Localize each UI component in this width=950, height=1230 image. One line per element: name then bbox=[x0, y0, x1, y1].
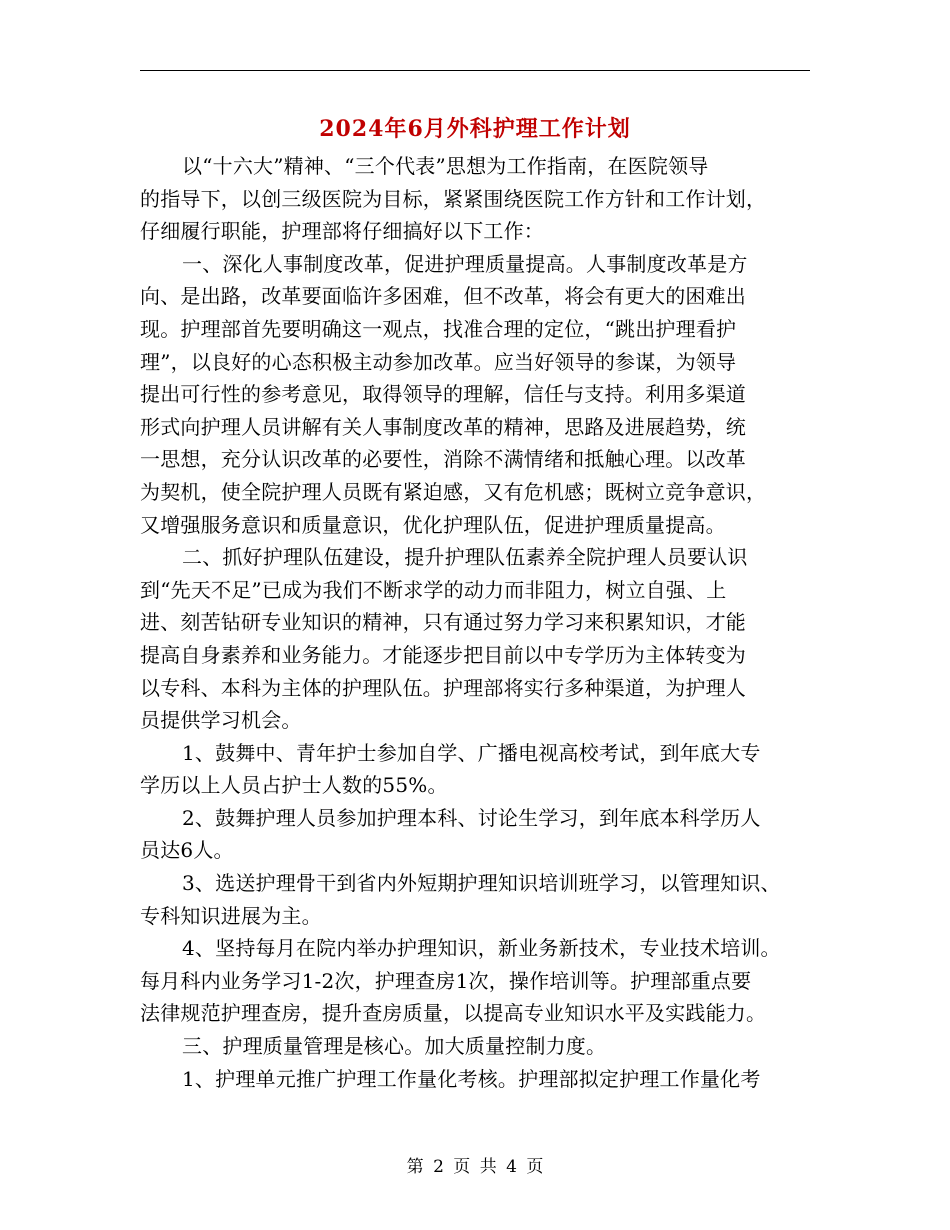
text-line: 仔细履行职能，护理部将仔细搞好以下工作： bbox=[140, 219, 544, 244]
text-line: 1、鼓舞中、青年护士参加自学、广播电视高校考试，到年底大专 bbox=[182, 740, 761, 765]
text-line: 现。护理部首先要明确这一观点，找准合理的定位，“跳出护理看护 bbox=[140, 316, 737, 341]
text-line: 为契机，使全院护理人员既有紧迫感，又有危机感；既树立竞争意识， bbox=[140, 479, 767, 504]
text-line: 提高自身素养和业务能力。才能逐步把目前以中专学历为主体转变为 bbox=[140, 642, 746, 667]
text-line: 提出可行性的参考意见，取得领导的理解，信任与支持。利用多渠道 bbox=[140, 382, 746, 407]
text-line: 1、护理单元推广护理工作量化考核。护理部拟定护理工作量化考 bbox=[182, 1066, 761, 1091]
text-line: 学历以上人员占护士人数的55%。 bbox=[140, 773, 448, 798]
text-line: 进、刻苦钻研专业知识的精神，只有通过努力学习来积累知识，才能 bbox=[140, 610, 746, 635]
text-line: 又增强服务意识和质量意识，优化护理队伍，促进护理质量提高。 bbox=[140, 512, 726, 537]
text-line: 到“先天不足”已成为我们不断求学的动力而非阻力，树立自强、上 bbox=[140, 577, 727, 602]
text-line: 以专科、本科为主体的护理队伍。护理部将实行多种渠道，为护理人 bbox=[140, 675, 746, 700]
text-line: 4、坚持每月在院内举办护理知识，新业务新技术，专业技术培训。 bbox=[182, 936, 781, 961]
text-line: 一、深化人事制度改革，促进护理质量提高。人事制度改革是方 bbox=[182, 251, 748, 276]
document-body bbox=[140, 150, 810, 1095]
header-rule bbox=[140, 70, 810, 71]
text-line: 2、鼓舞护理人员参加护理本科、讨论生学习，到年底本科学历人 bbox=[182, 805, 761, 830]
text-line: 专科知识进展为主。 bbox=[140, 903, 322, 928]
page-footer: 第 2 页 共 4 页 bbox=[406, 1157, 544, 1177]
text-line: 形式向护理人员讲解有关人事制度改革的精神，思路及进展趋势，统 bbox=[140, 414, 746, 439]
text-line: 法律规范护理查房，提升查房质量，以提高专业知识水平及实践能力。 bbox=[140, 1001, 767, 1026]
text-line: 理”，以良好的心态积极主动参加改革。应当好领导的参谋，为领导 bbox=[140, 349, 737, 374]
text-line: 一思想，充分认识改革的必要性，消除不满情绪和抵触心理。以改革 bbox=[140, 447, 746, 472]
text-line: 三、护理质量管理是核心。加大质量控制力度。 bbox=[182, 1034, 607, 1059]
text-line: 以“十六大”精神、“三个代表”思想为工作指南，在医院领导 bbox=[182, 154, 709, 178]
text-line: 员达6人。 bbox=[140, 838, 234, 863]
text-line: 二、抓好护理队伍建设，提升护理队伍素养全院护理人员要认识 bbox=[182, 545, 748, 570]
text-line: 3、选送护理骨干到省内外短期护理知识培训班学习，以管理知识、 bbox=[182, 871, 781, 896]
text-line: 员提供学习机会。 bbox=[140, 708, 302, 733]
text-line: 每月科内业务学习1-2次，护理查房1次，操作培训等。护理部重点要 bbox=[140, 968, 752, 993]
text-line: 的指导下，以创三级医院为目标，紧紧围绕医院工作方针和工作计划， bbox=[140, 186, 767, 211]
text-line: 向、是出路，改革要面临许多困难，但不改革，将会有更大的困难出 bbox=[140, 284, 746, 309]
document-title: 2024年6月外科护理工作计划 bbox=[319, 116, 631, 142]
